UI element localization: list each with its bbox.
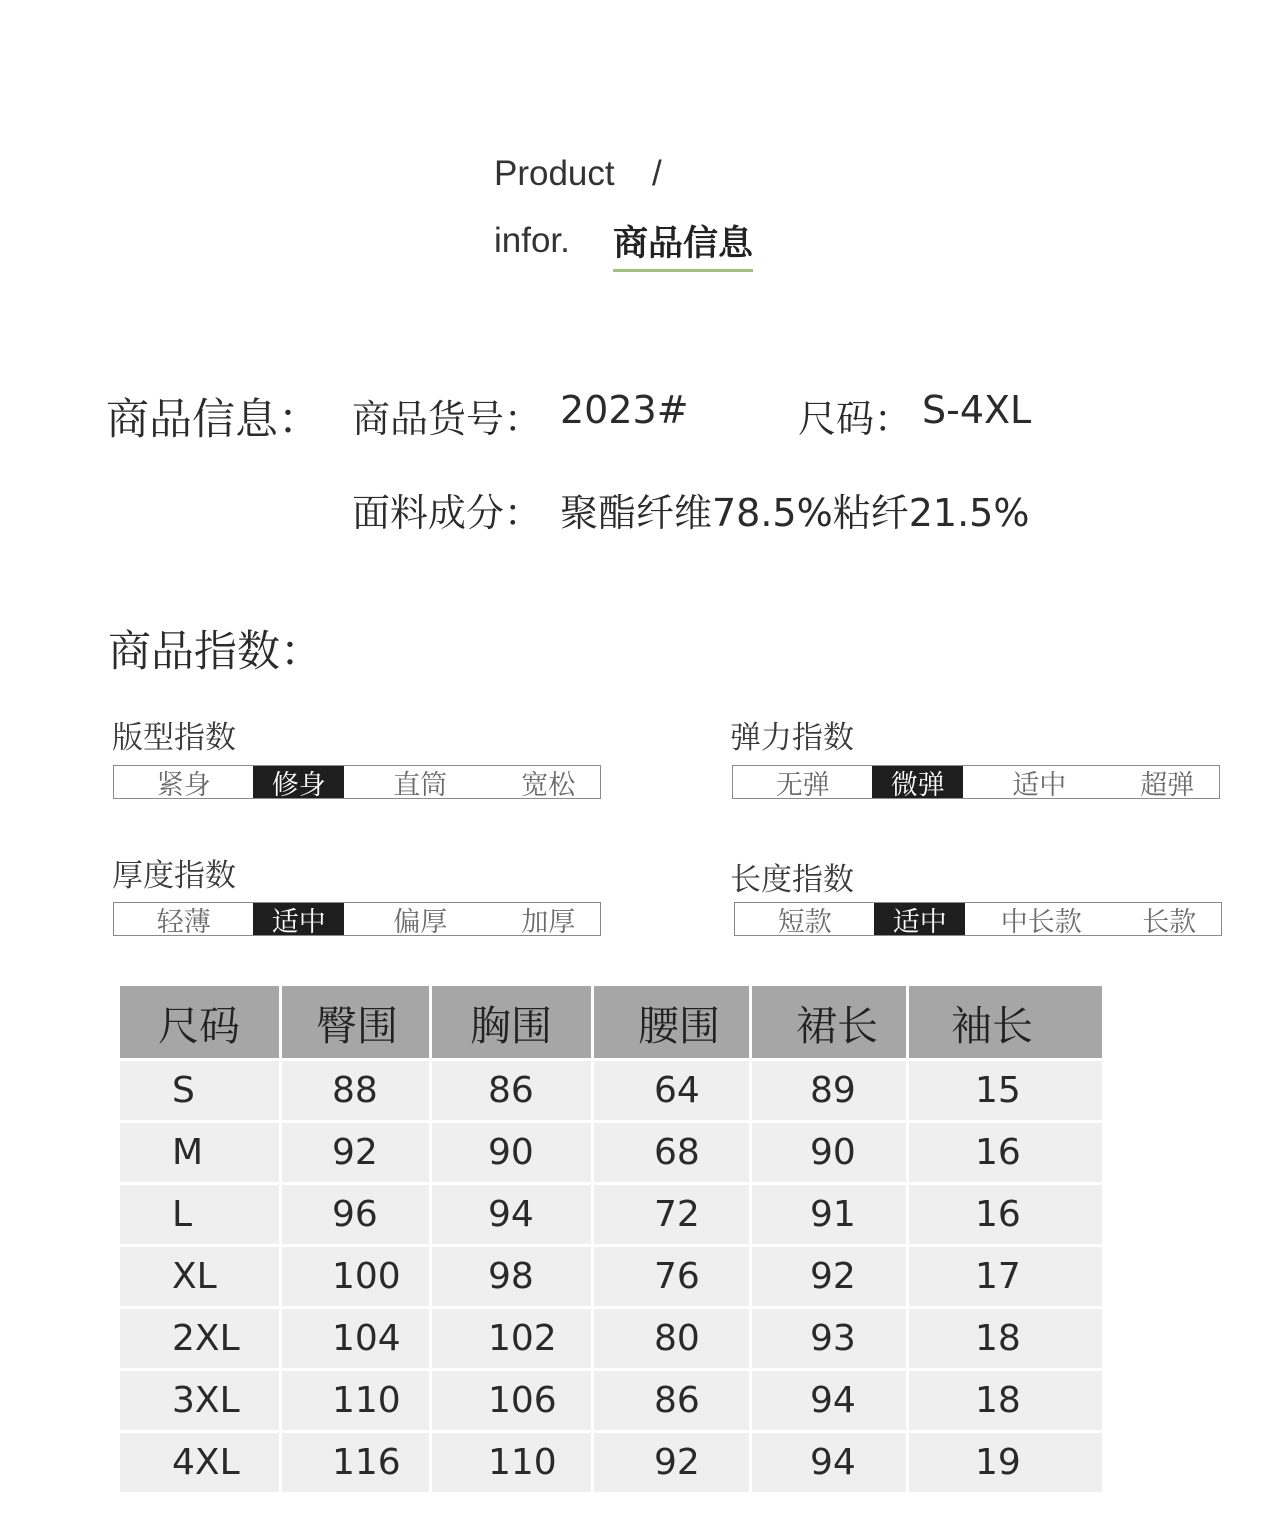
fabric-value: 聚酯纤维78.5%粘纤21.5% [560,491,1030,535]
fit-index-title: 版型指数 [112,720,236,756]
table-cell-value: 92 [332,1132,378,1173]
table-cell [909,1058,1102,1120]
table-cell-value: 2XL [172,1318,240,1359]
header-product-text: Product [494,154,615,193]
table-cell [909,1182,1102,1244]
length-option: 短款 [777,906,832,938]
table-cell-value: 16 [975,1194,1021,1235]
header-sleeve-length: 袖长 [951,1001,1033,1050]
table-cell [752,1244,909,1306]
table-cell [909,1244,1102,1306]
index-section-label: 商品指数： [108,627,323,677]
table-cell-value: 94 [488,1194,534,1235]
table-cell-value: 94 [810,1442,856,1483]
table-cell [432,1058,594,1120]
table-cell [120,1430,282,1492]
table-cell-value: S [172,1070,195,1111]
table-header-cell [432,986,594,1058]
table-cell-value: XL [172,1256,217,1297]
table-cell [909,1368,1102,1430]
table-cell-value: 68 [654,1132,700,1173]
table-cell [120,1368,282,1430]
size-value: S-4XL [922,388,1032,432]
header-waist: 腰围 [638,1001,720,1050]
table-header-cell [282,986,432,1058]
thickness-option: 适中 [253,903,344,935]
header-hip: 臀围 [316,1001,398,1050]
table-cell-value: 18 [975,1380,1021,1421]
length-option: 中长款 [1000,906,1082,938]
table-header-cell [594,986,752,1058]
size-label: 尺码： [798,397,913,441]
table-cell [752,1368,909,1430]
table-cell [594,1058,752,1120]
length-option: 适中 [874,903,965,935]
length-option: 长款 [1142,906,1197,938]
header-title [613,216,753,266]
thickness-index-scale [113,902,601,936]
table-row [120,1244,1102,1306]
table-cell [282,1306,432,1368]
table-cell-value: 93 [810,1318,856,1359]
table-cell-value: 110 [332,1380,401,1421]
fabric-label: 面料成分： [352,491,543,535]
header-bust: 胸围 [470,1001,552,1050]
elasticity-option: 无弹 [775,769,830,801]
table-cell [120,1306,282,1368]
thickness-index-title: 厚度指数 [112,858,236,894]
length-index-scale [734,902,1222,936]
header-title-underline [613,269,753,272]
item-no-label: 商品货号： [352,397,543,441]
table-cell-value: 3XL [172,1380,240,1421]
table-cell [432,1244,594,1306]
info-section-label: 商品信息： [106,395,321,445]
fit-option: 宽松 [521,769,576,801]
fit-option: 紧身 [156,769,211,801]
table-row [120,1120,1102,1182]
table-cell [120,1120,282,1182]
table-cell [120,1058,282,1120]
table-cell [432,1306,594,1368]
table-cell [282,1430,432,1492]
table-cell-value: 15 [975,1070,1021,1111]
table-row [120,1058,1102,1120]
header-dress-length: 裙长 [796,1001,878,1050]
elasticity-index-title: 弹力指数 [730,720,854,756]
table-cell [594,1182,752,1244]
table-cell [594,1120,752,1182]
table-cell [752,1182,909,1244]
table-cell-value: L [172,1194,193,1235]
fit-option: 直筒 [393,769,448,801]
table-cell-value: 4XL [172,1442,240,1483]
table-row [120,1430,1102,1492]
table-cell [594,1244,752,1306]
table-cell-value: 116 [332,1442,401,1483]
table-header-row [120,986,1102,1058]
header-infor-text: infor. [494,221,570,260]
table-cell-value: 94 [810,1380,856,1421]
header-title-text: 商品信息 [613,224,754,264]
table-cell [282,1368,432,1430]
table-cell-value: 90 [810,1132,856,1173]
thickness-option: 偏厚 [393,906,448,938]
table-cell [752,1306,909,1368]
table-cell-value: 104 [332,1318,401,1359]
fit-index-scale [113,765,601,799]
table-cell [909,1430,1102,1492]
table-row [120,1368,1102,1430]
table-cell-value: 102 [488,1318,557,1359]
table-cell [752,1430,909,1492]
thickness-option: 加厚 [521,906,576,938]
table-cell-value: 91 [810,1194,856,1235]
table-cell [120,1244,282,1306]
table-cell [594,1306,752,1368]
elasticity-option: 适中 [1012,769,1067,801]
table-cell [120,1182,282,1244]
table-cell [282,1120,432,1182]
table-cell-value: 106 [488,1380,557,1421]
table-cell-value: 110 [488,1442,557,1483]
table-cell-value: 89 [810,1070,856,1111]
table-cell-value: 98 [488,1256,534,1297]
header-slash: / [652,154,662,193]
table-cell [752,1120,909,1182]
table-cell [909,1306,1102,1368]
item-no-value: 2023# [560,388,689,432]
table-cell [594,1368,752,1430]
table-cell-value: 16 [975,1132,1021,1173]
table-cell [432,1182,594,1244]
table-cell [594,1430,752,1492]
size-chart-table [120,986,1102,1492]
table-cell-value: 80 [654,1318,700,1359]
fit-option: 修身 [253,766,344,798]
table-row [120,1182,1102,1244]
table-cell-value: 19 [975,1442,1021,1483]
table-header-cell [909,986,1102,1058]
table-header-cell [752,986,909,1058]
table-cell [282,1182,432,1244]
table-cell-value: 76 [654,1256,700,1297]
table-cell-value: 90 [488,1132,534,1173]
table-cell-value: 86 [654,1380,700,1421]
table-cell [282,1058,432,1120]
table-cell [432,1368,594,1430]
table-cell-value: 18 [975,1318,1021,1359]
elasticity-index-scale [732,765,1220,799]
table-cell-value: 100 [332,1256,401,1297]
header-size: 尺码 [158,1001,240,1050]
table-cell-value: 92 [654,1442,700,1483]
table-cell-value: 88 [332,1070,378,1111]
thickness-option: 轻薄 [156,906,211,938]
table-cell-value: 64 [654,1070,700,1111]
table-cell [432,1120,594,1182]
table-cell-value: M [172,1132,204,1173]
elasticity-option: 微弹 [872,766,963,798]
table-cell-value: 92 [810,1256,856,1297]
table-cell-value: 96 [332,1194,378,1235]
table-cell [752,1058,909,1120]
table-row [120,1306,1102,1368]
table-header-cell [120,986,282,1058]
table-cell-value: 72 [654,1194,700,1235]
table-cell-value: 17 [975,1256,1021,1297]
table-cell-value: 86 [488,1070,534,1111]
length-index-title: 长度指数 [730,862,854,898]
table-cell [909,1120,1102,1182]
elasticity-option: 超弹 [1140,769,1195,801]
table-cell [282,1244,432,1306]
table-cell [432,1430,594,1492]
